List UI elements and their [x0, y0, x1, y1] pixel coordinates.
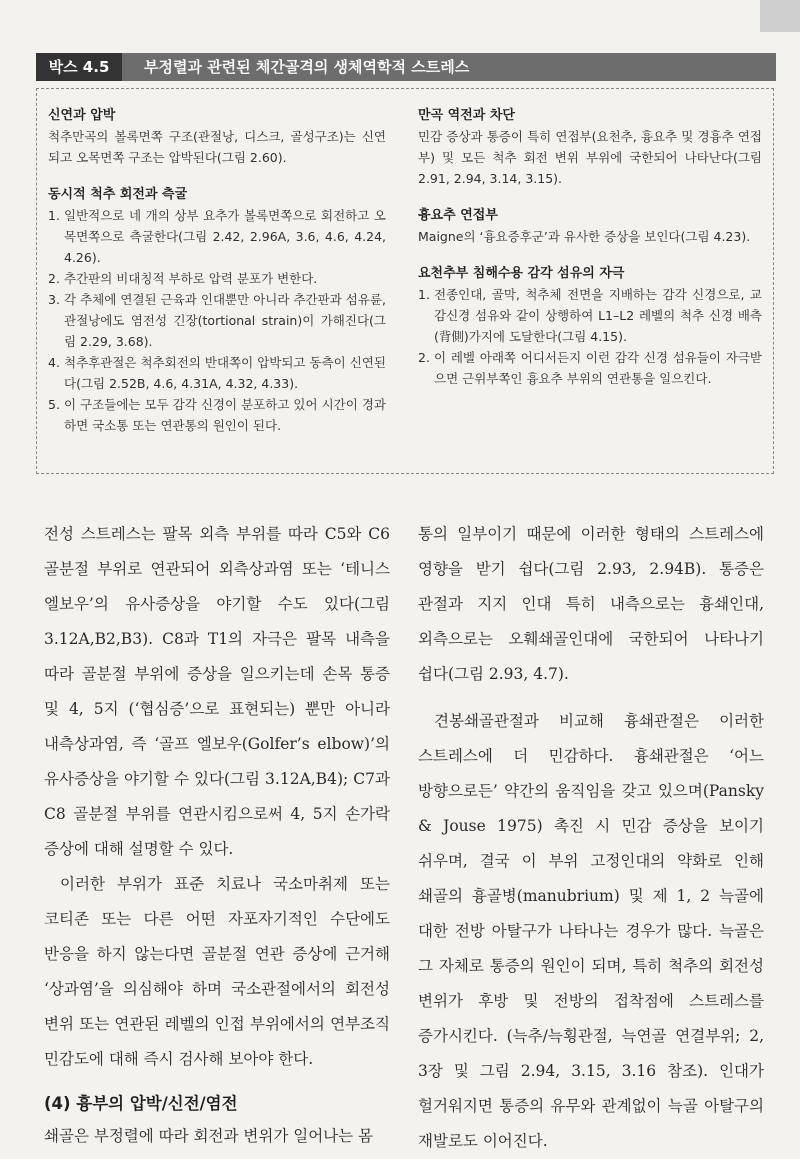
section-heading: 동시적 척추 회전과 측굴 — [48, 187, 188, 202]
list-number: 1. — [418, 287, 430, 302]
list-number: 5. — [48, 397, 60, 412]
list-number: 2. — [418, 350, 430, 365]
numbered-list — [418, 284, 762, 389]
list-item — [48, 268, 386, 289]
box-label: 박스 4.5 — [36, 53, 122, 81]
section-heading: 흉요추 연접부 — [418, 208, 498, 223]
list-text: 일반적으로 네 개의 상부 요추가 볼록면쪽으로 회전하고 오목면쪽으로 측굴한다(그림 2.42, 2.96A, 3.6, 4.6, 4.24, 4.26). — [64, 208, 386, 265]
list-text: 각 추체에 연결된 근육과 인대뿐만 아니라 추간판과 섬유륜, 관절낭에도 염전성 긴장(tortional strain)이 가해진다(그림 2.29, 3.68). — [64, 292, 386, 349]
list-text: 척추후관절은 척추회전의 반대쪽이 압박되고 동측이 신연된다(그림 2.52B, 4.6, 4.31A, 4.32, 4.33). — [64, 355, 386, 391]
section-body: Maigne의 ‘흉요증후군’과 유사한 증상을 보인다(그림 4.23). — [418, 229, 751, 244]
body-right-column — [418, 517, 764, 1159]
section-heading: 신연과 압박 — [48, 108, 116, 123]
section-body: 민감 증상과 통증이 특히 연접부(요천추, 흉요추 및 경흉추 연접부) 및 모든 척추 회전 변위 부위에 국한되어 나타난다(그림 2.91, 2.94, 3.14, 3.15). — [418, 129, 762, 186]
section-heading: 만곡 역전과 차단 — [418, 108, 515, 123]
section-body: 척추만곡의 볼록면쪽 구조(관절낭, 디스크, 골성구조)는 신연되고 오목면쪽 구조는 압박된다(그림 2.60). — [48, 129, 386, 165]
numbered-list — [48, 205, 386, 436]
body-paragraph: 통의 일부이기 때문에 이러한 형태의 스트레스에 영향을 받기 쉽다(그림 2.93, 2.94B). 통증은 관절과 지지 인대 특히 내측으로는 흉쇄인대, 외측으로는 오훼쇄골인대에 국한되어 나타나기 쉽다(그림 2.93, 4.7). — [418, 525, 764, 683]
list-number: 3. — [48, 292, 60, 307]
list-text: 이 레벨 아래쪽 어디서든지 이런 감각 신경 섬유들이 자극받으면 근위부쪽인 흉요추 부위의 연관통을 일으킨다. — [434, 350, 762, 386]
list-number: 2. — [48, 271, 60, 286]
body-paragraph: 이러한 부위가 표준 치료나 국소마취제 또는 코티존 또는 다른 어떤 자포자기적인 수단에도 반응을 하지 않는다면 골분절 연관 증상에 근거해 ‘상과염’을 의심해야 하며 국소관절에서의 회전성 변위 또는 연관된 레벨의 인접 부위에서의 연부조직 민감도에 대해 즉시 검사해 보아야 한다. — [44, 875, 390, 1068]
box-left-column — [48, 105, 386, 436]
section-heading: 요천추부 침해수용 감각 섬유의 자극 — [418, 266, 625, 281]
list-number: 4. — [48, 355, 60, 370]
list-item — [48, 394, 386, 436]
body-left-column — [44, 517, 390, 1154]
list-item — [48, 205, 386, 268]
page-corner-tab — [760, 0, 800, 32]
box-right-column — [418, 105, 762, 389]
list-item — [48, 352, 386, 394]
list-text: 이 구조들에는 모두 감각 신경이 분포하고 있어 시간이 경과하면 국소통 또는 연관통의 원인이 된다. — [64, 397, 386, 433]
body-paragraph: 전성 스트레스는 팔목 외측 부위를 따라 C5와 C6 골분절 부위로 연관되어 외측상과염 또는 ‘테니스 엘보우’의 유사증상을 야기할 수도 있다(그림 3.12A,B2,B3). C8과 T1의 자극은 팔목 내측을 따라 골분절 부위에 증상을 일으키는데 손목 통증 및 4, 5지 (‘협심증’으로 표현되는) 뿐만 아니라 내측상과염, 즉 ‘골프 엘보우(Golfer’s elbow)’의 유사증상을 야기할 수 있다(그림 3.12A,B4); C7과 C8 골분절 부위를 연관시킴으로써 4, 5지 손가락 증상에 대해 설명할 수 있다. — [44, 525, 390, 858]
list-text: 추간판의 비대칭적 부하로 압력 분포가 변한다. — [64, 271, 318, 286]
list-item — [418, 347, 762, 389]
list-item — [48, 289, 386, 352]
box-header — [36, 53, 776, 81]
list-text: 전종인대, 골막, 척추체 전면을 지배하는 감각 신경으로, 교감신경 섬유와 같이 상행하여 L1–L2 레벨의 척추 신경 배측(背側)가지에 도달한다(그림 4.15). — [434, 287, 762, 344]
list-number: 1. — [48, 208, 60, 223]
list-item — [418, 284, 762, 347]
body-paragraph: 쇄골은 부정렬에 따라 회전과 변위가 일어나는 몸 — [44, 1127, 374, 1145]
box-title: 부정렬과 관련된 체간골격의 생체역학적 스트레스 — [144, 58, 470, 76]
section-subheading: (4) 흉부의 압박/신전/염전 — [44, 1094, 238, 1113]
body-paragraph: 견봉쇄골관절과 비교해 흉쇄관절은 이러한 스트레스에 더 민감하다. 흉쇄관절은 ‘어느 방향으로든’ 약간의 움직임을 갖고 있으며(Pansky & Jouse 1975) 촉진 시 민감 증상을 보이기 쉬우며, 결국 이 부위 고정인대의 약화로 인해 쇄골의 흉골병(manubrium) 및 제 1, 2 늑골에 대한 전방 아탈구가 나타나는 경우가 많다. 늑골은 그 자체로 통증의 원인이 되며, 특히 척추의 회전성 변위가 후방 및 전방의 접착점에 스트레스를 증가시킨다. (늑추/늑횡관절, 늑연골 연결부위; 2, 3장 및 그림 2.94, 3.15, 3.16 참조). 인대가 헐거워지면 통증의 유무와 관계없이 늑골 아탈구의 재발로도 이어진다. — [418, 712, 764, 1150]
